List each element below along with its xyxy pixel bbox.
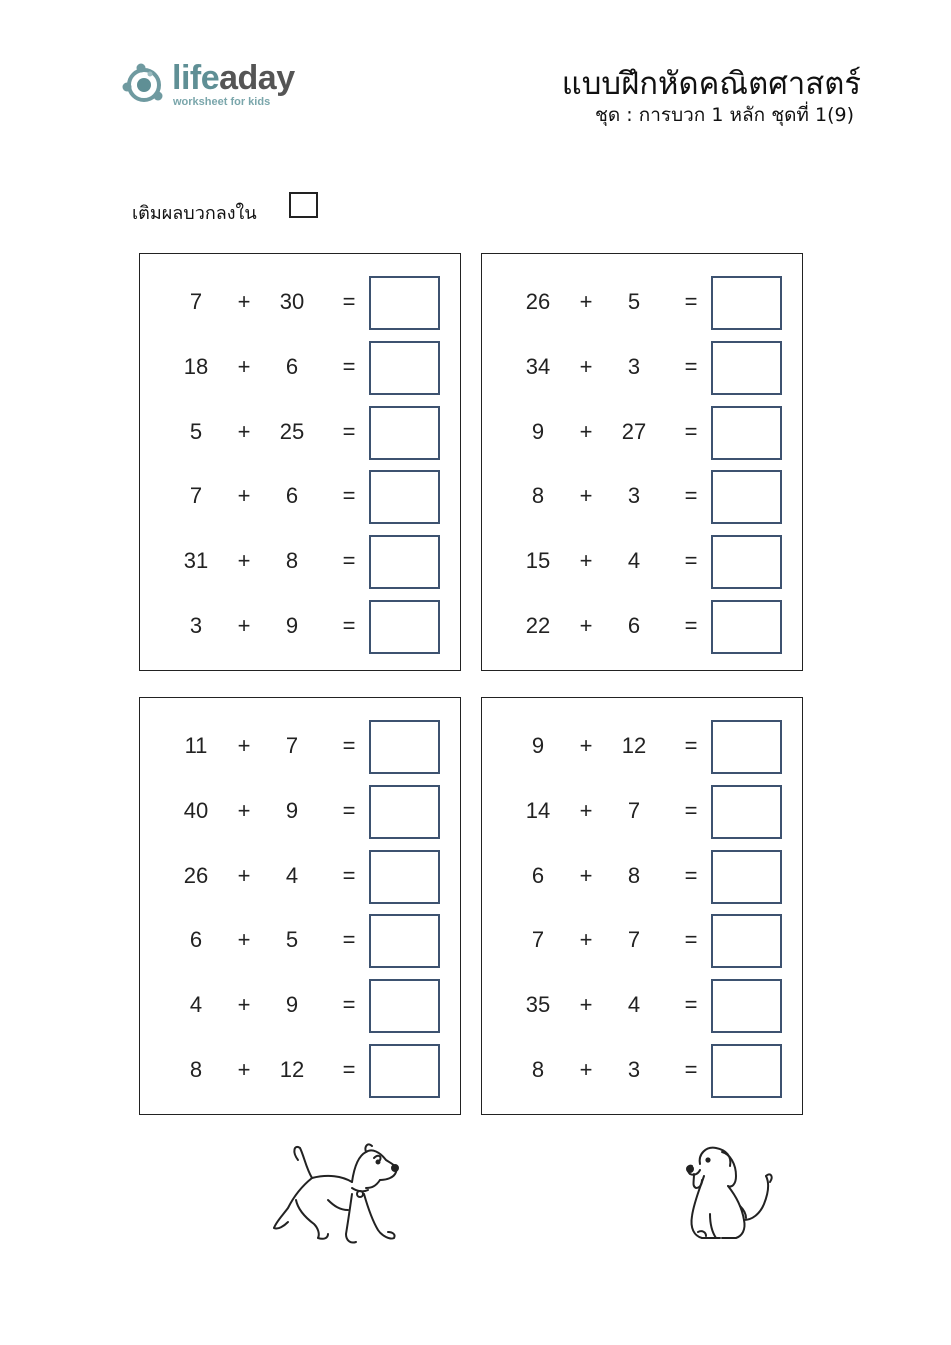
addend-a: 4 xyxy=(189,992,203,1017)
addend-a: 34 xyxy=(525,354,551,379)
addend-b: 9 xyxy=(285,613,299,638)
equals-sign: = xyxy=(684,483,698,508)
problem-panel xyxy=(481,697,803,1115)
addend-a: 8 xyxy=(189,1057,203,1082)
answer-box[interactable] xyxy=(369,600,440,654)
answer-box[interactable] xyxy=(711,535,782,589)
plus-sign: + xyxy=(579,548,593,573)
addend-b: 12 xyxy=(279,1057,305,1082)
addend-a: 8 xyxy=(531,1057,545,1082)
plus-sign: + xyxy=(237,289,251,314)
equals-sign: = xyxy=(684,548,698,573)
equals-sign: = xyxy=(684,992,698,1017)
problem-row xyxy=(140,848,460,904)
addend-a: 11 xyxy=(184,733,208,758)
equals-sign: = xyxy=(342,548,356,573)
problem-row xyxy=(482,912,802,968)
problem-row xyxy=(482,718,802,774)
problem-row xyxy=(140,533,460,589)
plus-sign: + xyxy=(579,483,593,508)
logo-tagline: worksheet for kids xyxy=(173,96,271,108)
addend-b: 3 xyxy=(627,483,641,508)
addend-b: 5 xyxy=(627,289,641,314)
plus-sign: + xyxy=(579,927,593,952)
equals-sign: = xyxy=(684,1057,698,1082)
answer-box[interactable] xyxy=(711,720,782,774)
answer-box[interactable] xyxy=(711,850,782,904)
equals-sign: = xyxy=(684,798,698,823)
addend-a: 7 xyxy=(189,289,203,314)
answer-box[interactable] xyxy=(711,979,782,1033)
logo-word-life: life xyxy=(172,59,220,97)
instruction-text: เติมผลบวกลงใน xyxy=(132,203,257,224)
answer-box[interactable] xyxy=(369,785,440,839)
addend-a: 7 xyxy=(531,927,545,952)
addend-a: 26 xyxy=(183,863,209,888)
addend-b: 3 xyxy=(627,354,641,379)
equals-sign: = xyxy=(342,354,356,379)
plus-sign: + xyxy=(579,613,593,638)
addend-a: 6 xyxy=(189,927,203,952)
problem-row xyxy=(140,783,460,839)
answer-box[interactable] xyxy=(711,406,782,460)
answer-box[interactable] xyxy=(711,785,782,839)
addend-b: 27 xyxy=(621,419,647,444)
answer-box[interactable] xyxy=(711,276,782,330)
addend-a: 9 xyxy=(531,733,545,758)
answer-box[interactable] xyxy=(711,600,782,654)
problem-row xyxy=(140,274,460,330)
answer-box[interactable] xyxy=(369,535,440,589)
plus-sign: + xyxy=(237,548,251,573)
addend-a: 40 xyxy=(183,798,209,823)
addend-a: 26 xyxy=(525,289,551,314)
addend-b: 9 xyxy=(285,798,299,823)
addend-b: 4 xyxy=(627,992,641,1017)
equals-sign: = xyxy=(342,927,356,952)
problem-row xyxy=(140,468,460,524)
logo-wordmark xyxy=(172,58,295,98)
answer-box[interactable] xyxy=(369,1044,440,1098)
plus-sign: + xyxy=(579,419,593,444)
plus-sign: + xyxy=(237,354,251,379)
answer-box[interactable] xyxy=(369,914,440,968)
worksheet-title: แบบฝึกหัดคณิตศาสตร์ xyxy=(561,66,861,102)
addend-a: 15 xyxy=(525,548,551,573)
worksheet-subtitle: ชุด : การบวก 1 หลัก ชุดที่ 1(9) xyxy=(594,104,854,126)
equals-sign: = xyxy=(684,419,698,444)
problem-row xyxy=(140,718,460,774)
addend-a: 8 xyxy=(531,483,545,508)
addend-a: 5 xyxy=(189,419,203,444)
addend-b: 6 xyxy=(285,483,299,508)
answer-box[interactable] xyxy=(711,914,782,968)
addend-b: 12 xyxy=(621,733,647,758)
problem-row xyxy=(482,848,802,904)
equals-sign: = xyxy=(342,992,356,1017)
answer-box[interactable] xyxy=(369,470,440,524)
equals-sign: = xyxy=(684,289,698,314)
equals-sign: = xyxy=(342,798,356,823)
addend-b: 7 xyxy=(285,733,299,758)
problem-row xyxy=(482,404,802,460)
problem-row xyxy=(482,274,802,330)
problem-row xyxy=(482,1042,802,1098)
plus-sign: + xyxy=(579,992,593,1017)
addend-b: 6 xyxy=(285,354,299,379)
addend-a: 35 xyxy=(525,992,551,1017)
equals-sign: = xyxy=(684,613,698,638)
answer-box[interactable] xyxy=(711,341,782,395)
equals-sign: = xyxy=(342,733,356,758)
addend-b: 30 xyxy=(279,289,305,314)
addend-b: 3 xyxy=(627,1057,641,1082)
plus-sign: + xyxy=(237,483,251,508)
plus-sign: + xyxy=(579,354,593,379)
equals-sign: = xyxy=(684,863,698,888)
problem-panel xyxy=(139,697,461,1115)
problem-row xyxy=(140,977,460,1033)
answer-box[interactable] xyxy=(369,341,440,395)
equals-sign: = xyxy=(342,289,356,314)
addend-a: 7 xyxy=(189,483,203,508)
problem-panel xyxy=(481,253,803,671)
plus-sign: + xyxy=(237,1057,251,1082)
addend-b: 6 xyxy=(627,613,641,638)
problem-row xyxy=(482,533,802,589)
addend-b: 4 xyxy=(285,863,299,888)
equals-sign: = xyxy=(342,613,356,638)
problem-row xyxy=(482,977,802,1033)
equals-sign: = xyxy=(684,927,698,952)
answer-box[interactable] xyxy=(369,720,440,774)
plus-sign: + xyxy=(579,863,593,888)
answer-box[interactable] xyxy=(711,470,782,524)
plus-sign: + xyxy=(579,1057,593,1082)
problem-row xyxy=(482,468,802,524)
plus-sign: + xyxy=(237,798,251,823)
instruction-example-box xyxy=(289,192,318,218)
addend-a: 31 xyxy=(183,548,209,573)
equals-sign: = xyxy=(342,483,356,508)
addend-b: 8 xyxy=(285,548,299,573)
plus-sign: + xyxy=(237,733,251,758)
plus-sign: + xyxy=(579,798,593,823)
equals-sign: = xyxy=(684,354,698,379)
addend-a: 9 xyxy=(531,419,545,444)
equals-sign: = xyxy=(342,863,356,888)
answer-box[interactable] xyxy=(369,979,440,1033)
plus-sign: + xyxy=(237,863,251,888)
answer-box[interactable] xyxy=(369,850,440,904)
problem-panel xyxy=(139,253,461,671)
answer-box[interactable] xyxy=(369,276,440,330)
equals-sign: = xyxy=(342,419,356,444)
plus-sign: + xyxy=(579,733,593,758)
problem-row xyxy=(140,404,460,460)
walking-dog-icon xyxy=(268,1138,403,1250)
logo-molecule-icon xyxy=(120,62,168,108)
addend-b: 7 xyxy=(627,798,641,823)
lifeaday-logo xyxy=(120,58,320,114)
plus-sign: + xyxy=(237,992,251,1017)
addend-a: 22 xyxy=(525,613,551,638)
answer-box[interactable] xyxy=(369,406,440,460)
addend-a: 6 xyxy=(531,863,545,888)
problem-row xyxy=(140,912,460,968)
addend-b: 7 xyxy=(627,927,641,952)
addend-b: 4 xyxy=(627,548,641,573)
equals-sign: = xyxy=(342,1057,356,1082)
plus-sign: + xyxy=(237,613,251,638)
addend-b: 9 xyxy=(285,992,299,1017)
addend-a: 18 xyxy=(183,354,209,379)
logo-word-aday: aday xyxy=(219,59,295,97)
answer-box[interactable] xyxy=(711,1044,782,1098)
addend-a: 14 xyxy=(525,798,551,823)
addend-b: 25 xyxy=(279,419,305,444)
problem-row xyxy=(482,783,802,839)
sitting-dog-icon xyxy=(680,1136,780,1248)
problem-row xyxy=(140,339,460,395)
equals-sign: = xyxy=(684,733,698,758)
problem-row xyxy=(482,339,802,395)
plus-sign: + xyxy=(579,289,593,314)
addend-b: 5 xyxy=(285,927,299,952)
problem-row xyxy=(482,598,802,654)
addend-b: 8 xyxy=(627,863,641,888)
plus-sign: + xyxy=(237,419,251,444)
plus-sign: + xyxy=(237,927,251,952)
addend-a: 3 xyxy=(189,613,203,638)
problem-row xyxy=(140,1042,460,1098)
problem-row xyxy=(140,598,460,654)
